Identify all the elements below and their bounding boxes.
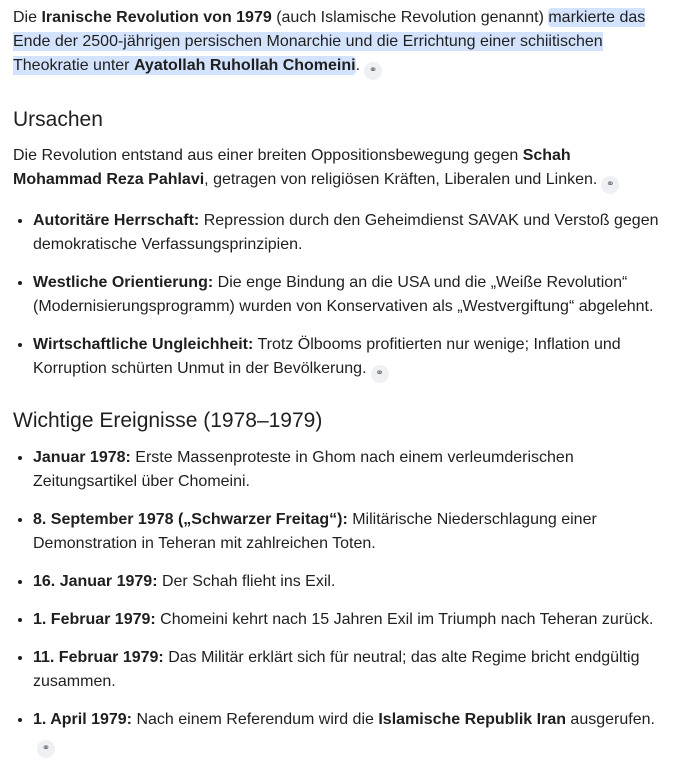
bold-term: Schah Mohammad Reza Pahlavi	[13, 147, 571, 188]
list-item	[33, 607, 659, 632]
bold-term: Iranische Revolution von 1979	[41, 9, 272, 26]
item-label: Westliche Orientierung:	[33, 274, 214, 291]
bold-term: Islamische Republik Iran	[378, 711, 566, 728]
link-icon[interactable]: ⚭	[371, 365, 389, 383]
item-label: Januar 1978:	[33, 449, 131, 466]
item-label: Autoritäre Herrschaft:	[33, 212, 200, 229]
text: Die	[13, 9, 42, 26]
text: .	[355, 57, 361, 74]
item-text: Erste Massenproteste in Ghom nach einem verleumderischen Zeitungsartikel über Chomeini.	[33, 449, 574, 490]
item-text: Chomeini kehrt nach 15 Jahren Exil im Triumph nach Teheran zurück.	[155, 611, 654, 628]
list-item	[33, 507, 659, 556]
list-item	[33, 707, 659, 758]
section-heading-ereignisse: Wichtige Ereignisse (1978–1979)	[13, 409, 323, 432]
item-label: 8. September 1978 („Schwarzer Freitag“):	[33, 511, 348, 528]
causes-list	[13, 208, 659, 383]
intro-paragraph	[13, 6, 659, 80]
item-text: ausgerufen.	[565, 711, 655, 728]
item-label: Wirtschaftliche Ungleichheit:	[33, 336, 254, 353]
link-icon[interactable]: ⚭	[364, 62, 382, 80]
item-text: Nach einem Referendum wird die	[132, 711, 379, 728]
text: (auch Islamische Revolution genannt)	[271, 9, 549, 26]
item-text: Der Schah flieht ins Exil.	[157, 573, 336, 590]
text: Die Revolution entstand aus einer breiten Oppositionsbewegung gegen	[13, 147, 523, 164]
item-text: Repression durch den Geheimdienst SAVAK und Verstoß gegen demokratische Verfassungsprinzipien.	[33, 212, 659, 253]
link-icon[interactable]: ⚭	[37, 740, 55, 758]
list-item	[33, 445, 659, 494]
causes-paragraph	[13, 144, 659, 194]
link-icon[interactable]: ⚭	[601, 176, 619, 194]
text: markierte das Ende der 2500-jährigen persischen Monarchie und die Errichtung einer schiitischen Theokratie unter	[13, 9, 646, 74]
text: , getragen von religiösen Kräften, Liberalen und Linken.	[204, 171, 598, 188]
item-text: Das Militär erklärt sich für neutral; das alte Regime bricht endgültig zusammen.	[33, 649, 640, 690]
item-text: Die enge Bindung an die USA und die „Weiße Revolution“ (Modernisierungsprogramm) wurden von Konservativen als „Westvergiftung“ abgelehnt.	[33, 274, 654, 315]
list-item	[33, 645, 659, 694]
item-label: 16. Januar 1979:	[33, 573, 158, 590]
list-item	[33, 332, 659, 383]
item-label: 11. Februar 1979:	[33, 649, 164, 666]
list-item	[33, 569, 659, 594]
item-text: Militärische Niederschlagung einer Demonstration in Teheran mit zahlreichen Toten.	[33, 511, 597, 552]
section-heading-ursachen: Ursachen	[13, 108, 103, 131]
list-item	[33, 270, 659, 319]
bold-term: Ayatollah Ruhollah Chomeini	[133, 57, 356, 74]
item-text: Trotz Ölbooms profitierten nur wenige; Inflation und Korruption schürten Unmut in der Bevölkerung.	[33, 336, 621, 377]
item-label: 1. April 1979:	[33, 711, 133, 728]
list-item	[33, 208, 659, 257]
item-label: 1. Februar 1979:	[33, 611, 156, 628]
events-list	[13, 445, 659, 758]
